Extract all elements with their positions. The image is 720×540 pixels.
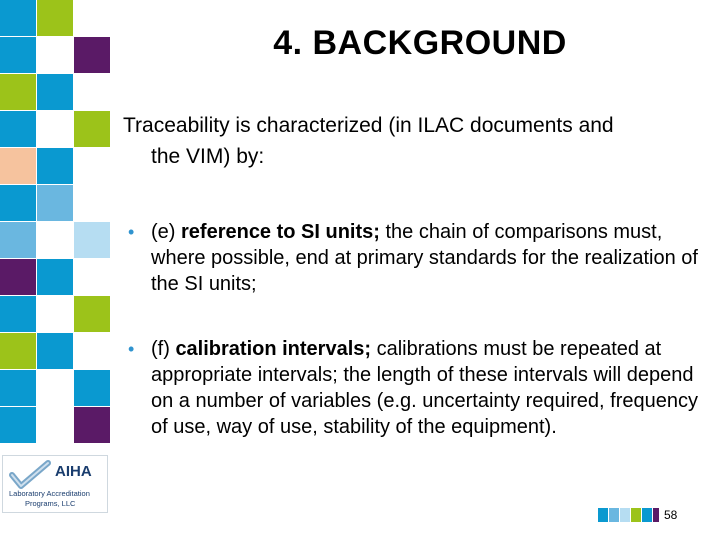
footer-swatch	[642, 508, 652, 522]
footer-swatch	[631, 508, 641, 522]
decorative-tile	[37, 185, 73, 221]
bullet-body: calibrations must be repeated at appropriate intervals; the length of these intervals will depend on a number of variables (e.g. uncertainty required, frequency of use, way of use, stability of the equipment).	[151, 338, 698, 438]
decorative-tile	[37, 0, 73, 36]
aiha-logo	[2, 455, 108, 513]
bullet-item-f	[128, 336, 698, 440]
decorative-tile	[0, 370, 36, 406]
decorative-tile	[0, 407, 36, 443]
decorative-tile	[0, 0, 36, 36]
decorative-tile	[0, 74, 36, 110]
intro-line-2: the VIM) by:	[151, 145, 265, 168]
footer-swatch	[609, 508, 619, 522]
decorative-tile	[0, 111, 36, 147]
intro-line-1: Traceability is characterized (in ILAC documents and	[123, 114, 614, 137]
decorative-tile	[37, 333, 73, 369]
decorative-tile	[74, 407, 110, 443]
decorative-tile	[74, 222, 110, 258]
decorative-tile	[37, 74, 73, 110]
decorative-tile	[0, 259, 36, 295]
decorative-tile	[74, 37, 110, 73]
checkmark-logo-icon	[9, 460, 51, 490]
logo-subtitle-1: Laboratory Accreditation	[9, 489, 90, 498]
decorative-tile	[37, 259, 73, 295]
bullet-bold-term: calibration intervals;	[175, 338, 372, 360]
bullet-bold-term: reference to SI units;	[181, 221, 380, 243]
decorative-tile	[37, 148, 73, 184]
decorative-tile	[0, 333, 36, 369]
decorative-tile	[74, 370, 110, 406]
bullet-prefix: (e)	[151, 221, 181, 243]
logo-subtitle-2: Programs, LLC	[25, 499, 76, 508]
intro-paragraph	[123, 110, 703, 172]
decorative-tile	[0, 37, 36, 73]
bullet-marker: •	[128, 339, 135, 359]
footer-swatch	[653, 508, 659, 522]
bullet-text	[128, 219, 698, 297]
decorative-tile	[0, 222, 36, 258]
bullet-text	[128, 336, 698, 440]
bullet-marker: •	[128, 222, 135, 242]
decorative-tile	[74, 296, 110, 332]
decorative-tile	[74, 111, 110, 147]
decorative-tile	[0, 185, 36, 221]
decorative-tile	[0, 296, 36, 332]
decorative-tile	[0, 148, 36, 184]
logo-name: AIHA	[55, 463, 92, 480]
footer-swatch	[598, 508, 608, 522]
page-number: 58	[664, 508, 678, 522]
footer-swatch	[620, 508, 630, 522]
bullet-prefix: (f)	[151, 338, 176, 360]
slide-title: 4. BACKGROUND	[273, 24, 567, 62]
bullet-body: the chain of comparisons must, where possible, end at primary standards for the realization of the SI units;	[151, 221, 698, 295]
bullet-item-e	[128, 219, 698, 297]
